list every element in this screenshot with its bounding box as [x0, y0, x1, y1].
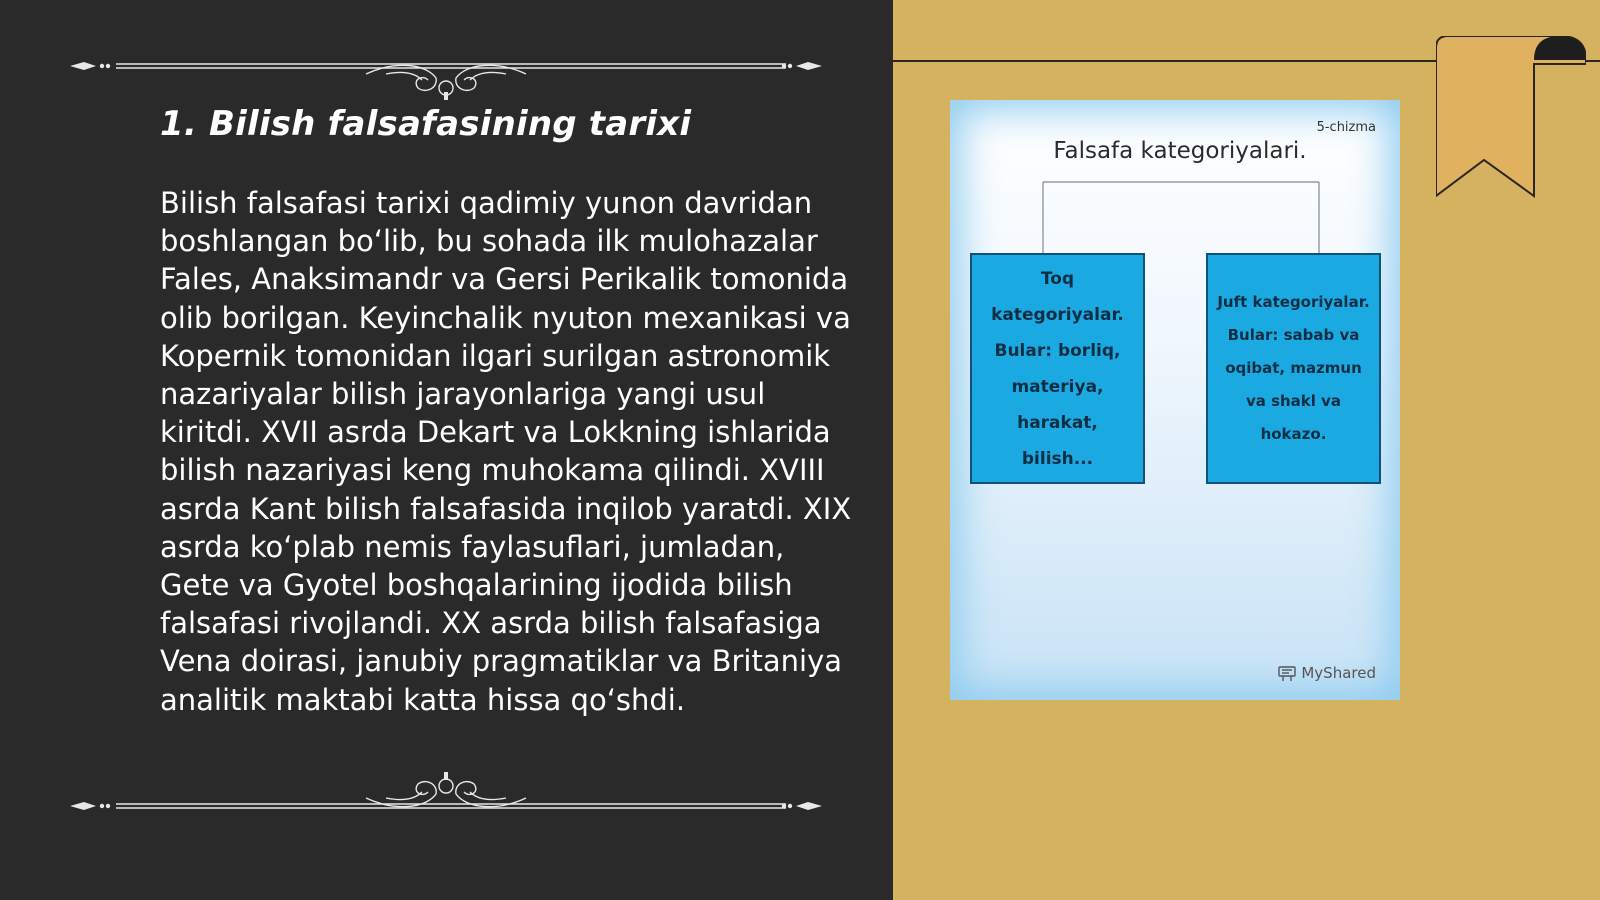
ribbon-bookmark-icon	[1436, 36, 1586, 202]
bottom-ornament-divider	[66, 772, 826, 822]
diagram-title: Falsafa kategoriyalari.	[1053, 138, 1307, 164]
slide-body-text: Bilish falsafasi tarixi qadimiy yunon davridan boshlangan bo‘lib, bu sohada ilk mulohazalar Fales, Anaksimandr va Gersi Perikalik tomonida olib borilgan. Keyinchalik nyuton mexanikasi va Kopernik tomonidan ilgari surilgan astronomik nazariyalar bilish jarayonlariga yangi usul kiritdi. XVII asrda Dekart va Lokkning ishlarida bilish nazariyasi keng muhokama qilindi. XVIII asrda Kant bilish falsafasida inqilob yaratdi. XIX asrda ko‘plab nemis faylasuflari, jumladan, Gete va Gyotel boshqalarining ijodida bilish falsafasi rivojlandi. XX asrda bilish falsafasiga Vena doirasi, janubiy pragmatiklar va Britaniya analitik maktabi katta hissa qo‘shdi.	[160, 186, 852, 717]
diagram-figure-number: 5-chizma	[1316, 120, 1376, 135]
odd-categories-box: Toq kategoriyalar. Bular: borliq, materiya, harakat, bilish...	[970, 253, 1145, 484]
brand-name: MyShared	[1301, 664, 1376, 682]
paired-categories-box: Juft kategoriyalar. Bular: sabab va oqibat, mazmun va shakl va hokazo.	[1206, 253, 1381, 484]
slide-title: 1. Bilish falsafasining tarixi	[160, 104, 692, 144]
brand-watermark	[1277, 664, 1376, 682]
diagram-image	[950, 100, 1400, 700]
myshared-logo-icon	[1277, 664, 1297, 682]
top-ornament-divider	[66, 50, 826, 100]
